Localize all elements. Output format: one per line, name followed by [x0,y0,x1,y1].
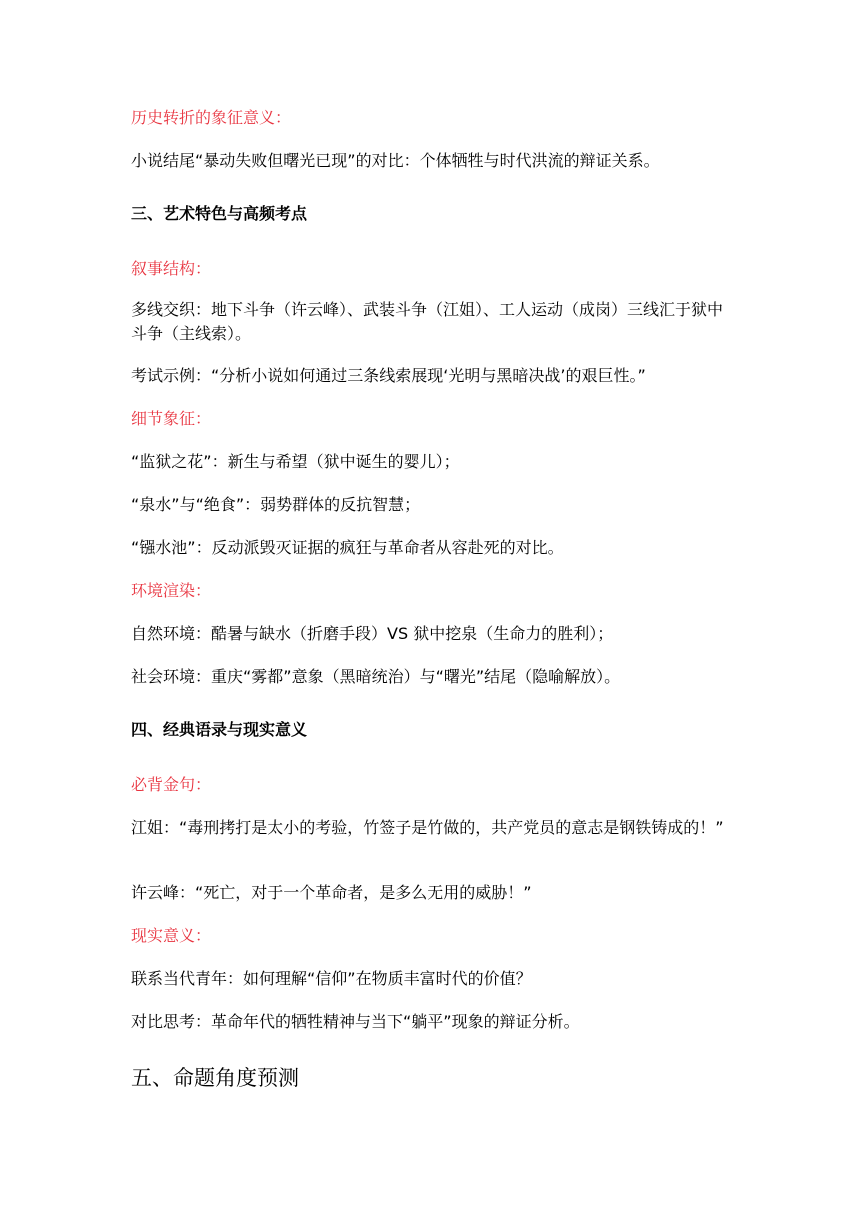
env-heading: 环境渲染： [131,581,212,600]
env-1: 自然环境：酷暑与缺水（折磨手段）VS 狱中挖泉（生命力的胜利）； [131,624,614,643]
narrative-heading: 叙事结构： [131,259,212,278]
quotes-heading: 必背金句： [131,775,212,794]
section5-title: 五、命题角度预测 [131,1066,299,1090]
historical-heading: 历史转折的象征意义： [131,108,292,127]
reality-heading: 现实意义： [131,926,212,945]
narrative-text: 多线交织：地下斗争（许云峰）、武装斗争（江姐）、工人运动（成岗）三线汇于狱中斗争（主线索）。 [131,300,724,343]
detail-1: “监狱之花”：新生与希望（狱中诞生的婴儿）； [131,452,460,471]
reality-1: 联系当代青年：如何理解“信仰”在物质丰富时代的价值？ [131,969,532,988]
detail-2: “泉水”与“绝食”：弱势群体的反抗智慧； [131,495,421,514]
historical-text: 小说结尾“暴动失败但曙光已现”的对比：个体牺牲与时代洪流的辩证关系。 [131,151,660,170]
quote-1: 江姐：“毒刑拷打是太小的考验，竹签子是竹做的，共产党员的意志是钢铁铸成的！” [131,818,724,837]
reality-2: 对比思考：革命年代的牺牲精神与当下“躺平”现象的辩证分析。 [131,1012,580,1031]
section4-title: 四、经典语录与现实意义 [131,720,308,739]
env-2: 社会环境：重庆“雾都”意象（黑暗统治）与“曙光”结尾（隐喻解放）。 [131,667,621,686]
section3-title: 三、艺术特色与高频考点 [131,204,308,223]
detail-heading: 细节象征： [131,409,212,428]
quote-2: 许云峰：“死亡，对于一个革命者，是多么无用的威胁！” [131,883,532,902]
exam-example: 考试示例：“分析小说如何通过三条线索展现‘光明与黑暗决战’的艰巨性。” [131,366,646,385]
detail-3: “镪水池”：反动派毁灭证据的疯狂与革命者从容赴死的对比。 [131,538,564,557]
